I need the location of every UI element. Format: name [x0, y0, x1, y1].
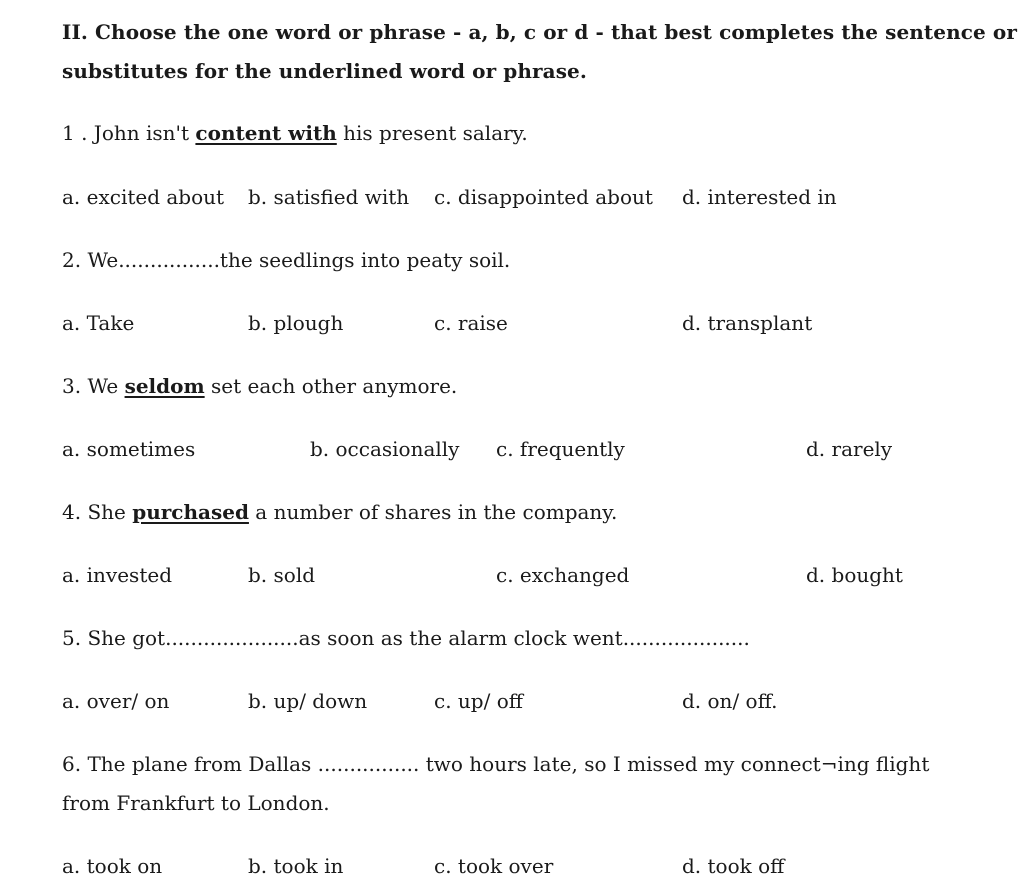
question-1-suffix: his present salary.: [336, 121, 528, 145]
question-6-line-1: 6. The plane from Dallas ................ two hours late, so I missed my connect¬ing flight: [62, 752, 930, 776]
question-3: [62, 373, 457, 399]
question-3-option-d: d. rarely: [806, 437, 893, 461]
question-5-option-d: d. on/ off.: [682, 689, 778, 713]
question-3-underlined: seldom: [124, 374, 205, 398]
question-4-suffix: a number of shares in the company.: [248, 500, 618, 524]
question-5-option-a: a. over/ on: [62, 689, 170, 713]
question-4-option-a: a. invested: [62, 563, 172, 587]
question-1-underlined: content with: [195, 121, 337, 145]
instructions-line-1: II. Choose the one word or phrase - a, b, c or d - that best completes the sentence or: [62, 20, 1017, 44]
question-6-line-2: from Frankfurt to London.: [62, 791, 330, 815]
question-4: [62, 499, 617, 525]
question-4-option-b: b. sold: [248, 563, 316, 587]
question-1-option-d: d. interested in: [682, 185, 837, 209]
question-4-option-d: d. bought: [806, 563, 903, 587]
question-6-option-a: a. took on: [62, 854, 163, 878]
instructions-line-2: substitutes for the underlined word or phrase.: [62, 59, 587, 83]
question-5-option-c: c. up/ off: [434, 689, 523, 713]
question-3-option-c: c. frequently: [496, 437, 625, 461]
question-5-option-b: b. up/ down: [248, 689, 368, 713]
question-2-option-b: b. plough: [248, 311, 344, 335]
question-3-option-b: b. occasionally: [310, 437, 460, 461]
question-3-prefix: 3. We: [62, 374, 125, 398]
question-6-option-c: c. took over: [434, 854, 554, 878]
question-2-option-a: a. Take: [62, 311, 135, 335]
question-4-prefix: 4. She: [62, 500, 133, 524]
question-6-option-d: d. took off: [682, 854, 785, 878]
question-1-prefix: 1 . John isn't: [62, 121, 196, 145]
question-1-option-b: b. satisfied with: [248, 185, 410, 209]
question-1: [62, 120, 528, 146]
question-4-option-c: c. exchanged: [496, 563, 630, 587]
question-1-option-c: c. disappointed about: [434, 185, 653, 209]
question-3-option-a: a. sometimes: [62, 437, 196, 461]
question-6-option-b: b. took in: [248, 854, 344, 878]
question-2-option-c: c. raise: [434, 311, 508, 335]
question-4-underlined: purchased: [132, 500, 249, 524]
question-1-option-a: a. excited about: [62, 185, 225, 209]
question-3-suffix: set each other anymore.: [204, 374, 458, 398]
question-2-option-d: d. transplant: [682, 311, 813, 335]
question-2: 2. We................the seedlings into peaty soil.: [62, 248, 511, 272]
question-5: 5. She got.....................as soon as the alarm clock went....................: [62, 626, 750, 650]
